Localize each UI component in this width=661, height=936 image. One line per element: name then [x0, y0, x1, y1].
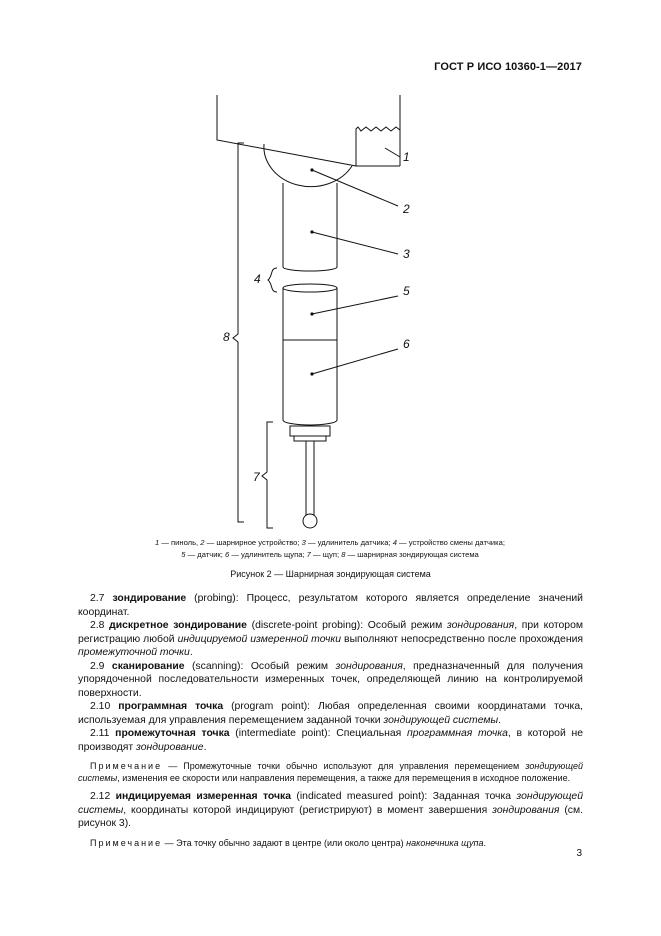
bracket-4	[268, 268, 277, 292]
articulating-head-shape	[264, 144, 352, 187]
figure-legend-line-2: 5 — датчик; 6 — удлинитель щупа; 7 — щуп; 8 — шарнирная зондирующая система	[181, 550, 479, 559]
note-1: Примечание — Промежуточные точки обычно используют для управления перемещением зондирующей системы, изменения ее скорости или направления перемещения, а также для перемещения в исходное положение.	[78, 761, 583, 783]
label-8: 8	[223, 330, 230, 344]
definition-2-12: 2.12 индицируемая измеренная точка (indicated measured point): Заданная точка зондирующей системы, координаты которой индицируют (регистрируют) в момент завершения зондирования (см. рисунок 3).	[78, 791, 584, 829]
stylus-extension-shape	[283, 340, 337, 425]
figure-part-labels	[223, 150, 410, 484]
bracket-7	[262, 422, 273, 528]
definition-2-8: 2.8 дискретное зондирование (discrete-point probing): Особый режим зондирования, при котором регистрацию любой индицируемой измеренной точки выполняют непосредственно после прохождения промежуточной точки.	[78, 620, 584, 658]
figure-legend-line-1: 1 — пиноль, 2 — шарнирное устройство; 3 — удлинитель датчика; 4 — устройство смены датчика;	[155, 538, 505, 547]
label-5: 5	[403, 284, 410, 298]
figure-caption: Рисунок 2 — Шарнирная зондирующая система	[230, 569, 431, 579]
definition-2-9: 2.9 сканирование (scanning): Особый режим зондирования, предназначенный для получения упорядоченной последовательности измеренных точек, определяющей линию на контролируемой поверхности.	[78, 660, 584, 699]
definition-2-10: 2.10 программная точка (program point): Любая определенная своими координатами точка, используемая для управления перемещением заданной точки зондирующей системы.	[78, 701, 583, 726]
probe-top-ellipse	[283, 284, 337, 292]
note-2: Примечание — Эта точку обычно задают в центре (или около центра) наконечника щупа.	[90, 837, 486, 848]
page-number: 3	[576, 848, 582, 859]
document-header: ГОСТ Р ИСО 10360-1—2017	[434, 61, 582, 73]
label-6: 6	[403, 337, 410, 351]
label-1: 1	[403, 150, 410, 164]
definition-2-7: 2.7 зондирование (probing): Процесс, результатом которого является определение значений координат.	[78, 593, 583, 618]
bracket-8	[233, 143, 244, 522]
label-7: 7	[253, 470, 260, 484]
label-4: 4	[254, 272, 261, 286]
probe-extension-shape	[283, 183, 337, 271]
quill-shape	[217, 95, 400, 166]
stylus-holder-shape	[290, 426, 330, 436]
stylus-tip-ball	[303, 514, 317, 528]
label-2: 2	[403, 202, 410, 216]
definitions-body	[78, 592, 583, 849]
definition-2-11: 2.11 промежуточная точка (intermediate point): Специальная программная точка, в которой не производят зондирование.	[78, 728, 583, 753]
label-3: 3	[403, 247, 410, 261]
